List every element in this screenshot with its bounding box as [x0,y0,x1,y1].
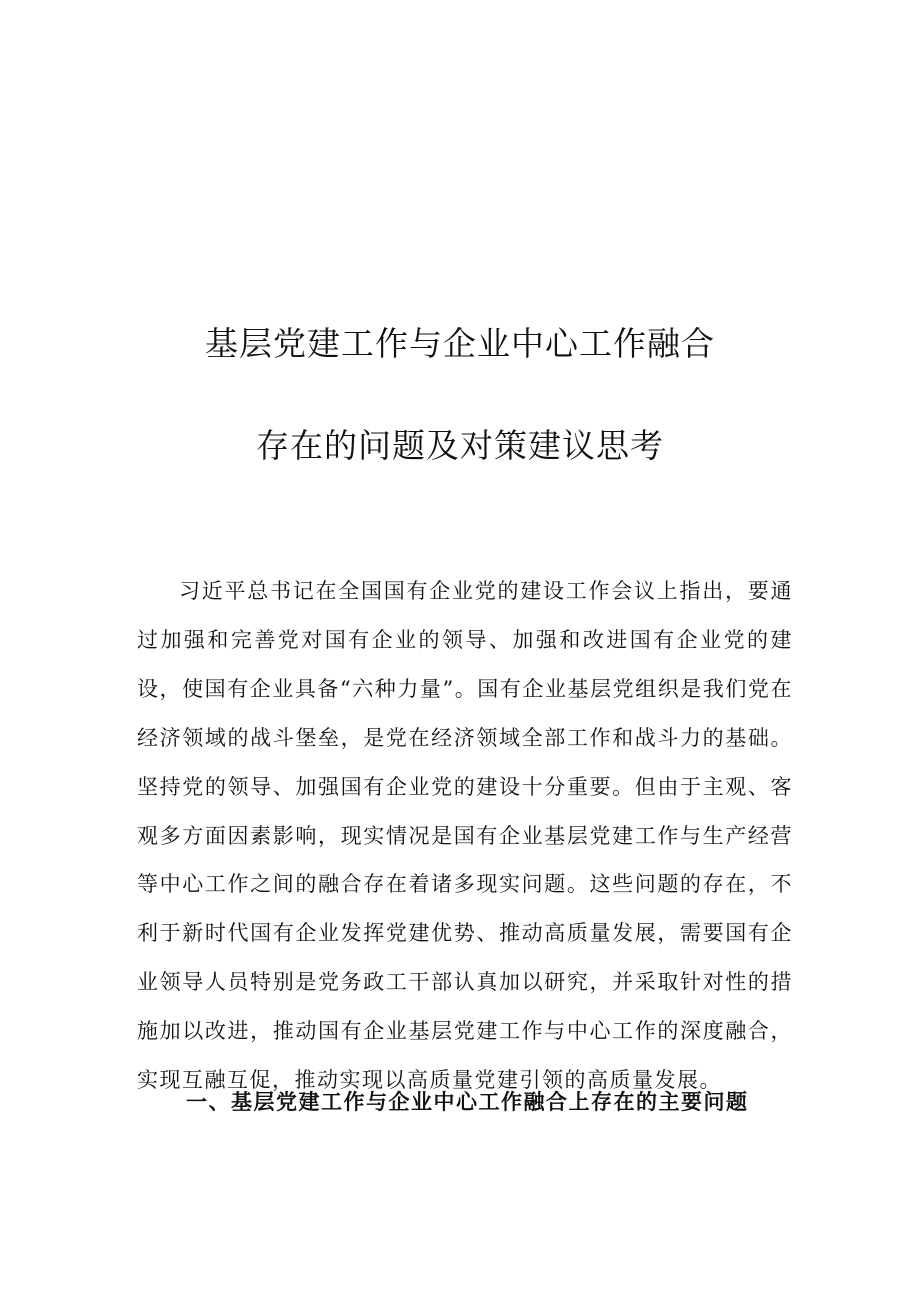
document-title-line-2: 存在的问题及对策建议思考 [256,426,664,465]
document-title-line-1: 基层党建工作与企业中心工作融合 [205,324,715,363]
intro-paragraph: 习近平总书记在全国国有企业党的建设工作会议上指出，要通过加强和完善党对国有企业的领导、加强和改进国有企业党的建设，使国有企业具备“六种力量”。国有企业基层党组织是我们党在经济领域的战斗堡垒，是党在经济领域全部工作和战斗力的基础。坚持党的领导、加强国有企业党的建设十分重要。但由于主观、客观多方面因素影响，现实情况是国有企业基层党建工作与生产经营等中心工作之间的融合存在着诸多现实问题。这些问题的存在，不利于新时代国有企业发挥党建优势、推动高质量发展，需要国有企业领导人员特别是党务政工干部认真加以研究，并采取针对性的措施加以改进，推动国有企业基层党建工作与中心工作的深度融合，实现互融互促，推动实现以高质量党建引领的高质量发展。 [137,579,793,1093]
section-heading: 一、基层党建工作与企业中心工作融合上存在的主要问题 [186,1089,749,1114]
